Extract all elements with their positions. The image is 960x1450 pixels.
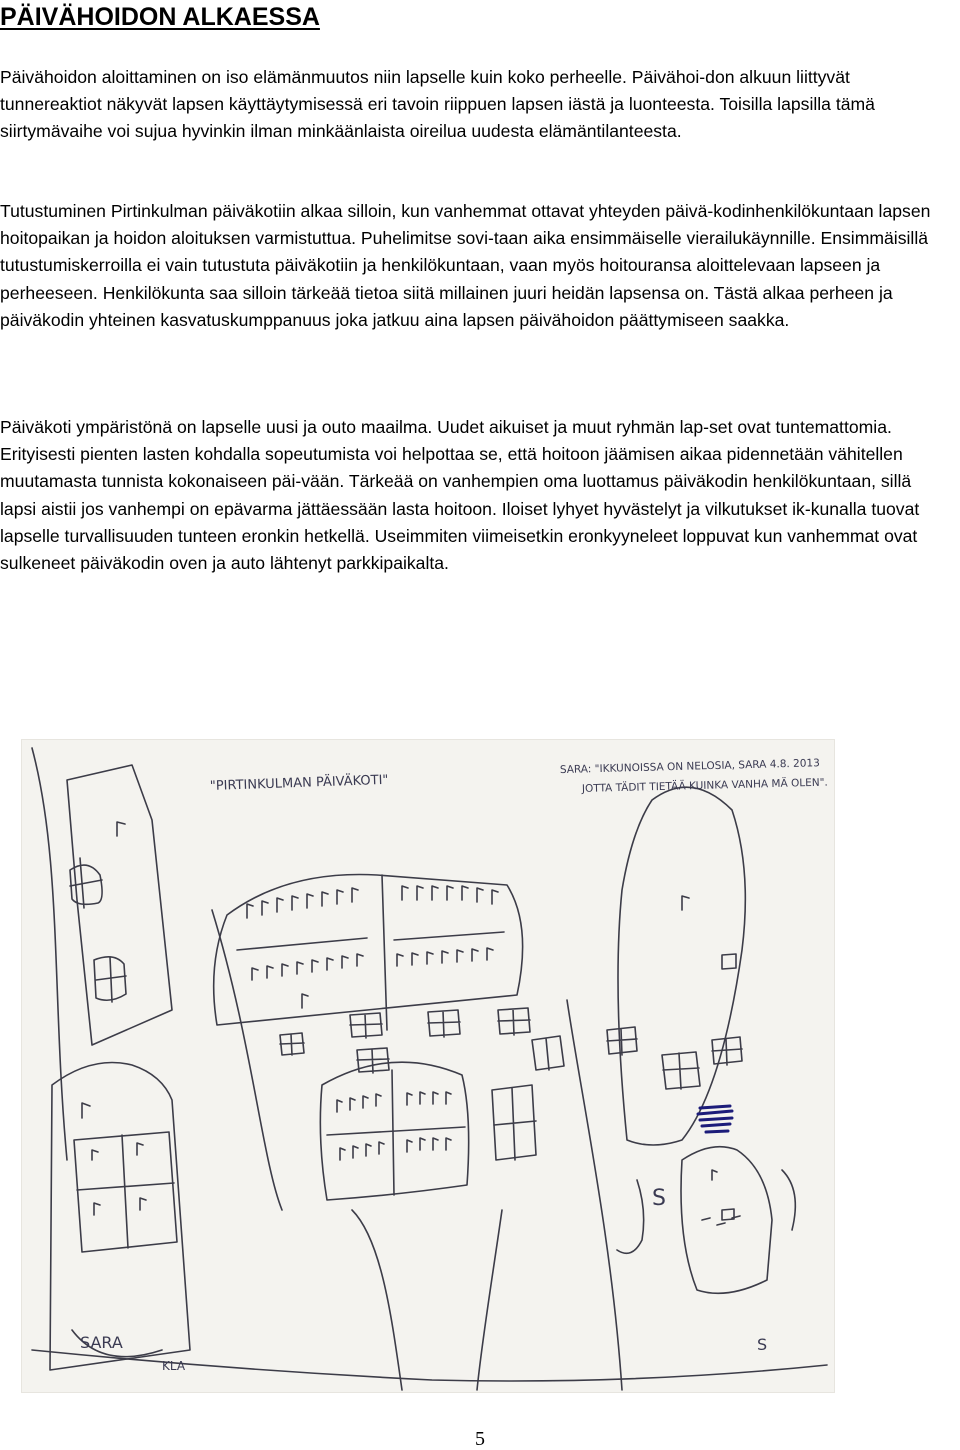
right-tall-building bbox=[618, 787, 745, 1145]
left-border-line bbox=[32, 748, 67, 1160]
drawing-letter-s-small: S bbox=[757, 1335, 768, 1354]
drawing-title: "PIRTINKULMAN PÄIVÄKOTI" bbox=[209, 772, 389, 794]
window-right-tall bbox=[662, 1052, 700, 1089]
page-number: 5 bbox=[475, 1428, 485, 1450]
page-title: PÄIVÄHOIDON ALKAESSA bbox=[0, 3, 320, 31]
scribbled-patch bbox=[698, 1106, 732, 1132]
paragraph-new-environment: Päiväkoti ympäristönä on lapselle uusi ja outo maailma. Uudet aikuiset ja muut ryhmän lap-set ovat tuntemattomia. Erityisesti pienten lasten kohdalla sopeutumista voi helpottaa se, että hoitoon jäämisen aikaa pidennetään vähitellen muutamasta tunnista kokonaiseen päi-vään. Tärkeää on vanhempien oma luottamus päiväkodin henkilökuntaan, sillä lapsi aistii jos vanhempi on epävarma jättäessään lasta hoitoon. Iloiset lyhyet hyvästelyt ja vilkutukset ik-kunalla tuovat lapselle turvallisuuden tunteen eronkin hetkellä. Useimmiten viimeisetkin eronkyyneleet loppuvat kun vanhemmat ovat sulkeneet päiväkodin oven ja auto lähtenyt parkkipaikalta. bbox=[0, 417, 920, 574]
drawing-caption-line1: SARA: "IKKUNOISSA ON NELOSIA, SARA 4.8. 2013 bbox=[559, 757, 820, 776]
window-squares-middle bbox=[280, 994, 564, 1073]
drawing-texts bbox=[80, 757, 828, 1373]
child-drawing-svg bbox=[22, 740, 834, 1392]
window-row-top bbox=[247, 886, 498, 980]
child-drawing bbox=[22, 740, 834, 1392]
paragraph-intro: Päivähoidon aloittaminen on iso elämänmuutos niin lapselle kuin koko perheelle. Päivähoi-don alkuun liittyvät tunnereaktiot näkyvät lapsen käyttäytymisessä eri tavoin riippuen lapsen iästä ja luonteesta. Toisilla lapsilla tämä siirtymävaihe voi sujua hyvinkin ilman minkäänlaista oireilua uudesta elämäntilanteesta. bbox=[0, 67, 875, 142]
drawing-lines bbox=[32, 748, 827, 1390]
drawing-signature-tail: KLA bbox=[162, 1359, 186, 1373]
road-line-left bbox=[212, 910, 282, 1210]
left-tall-building bbox=[67, 765, 172, 1045]
road-line-right bbox=[567, 1000, 622, 1390]
drawing-signature: SARA bbox=[80, 1333, 123, 1352]
drawing-caption-line2: JOTTA TÄDIT TIETÄÄ KUINKA VANHA MÄ OLEN". bbox=[581, 776, 828, 795]
left-bottom-house bbox=[50, 1063, 190, 1371]
paragraph-getting-acquainted: Tutustuminen Pirtinkulman päiväkotiin alkaa silloin, kun vanhemmat ottavat yhteyden päivä-kodinhenkilökuntaan lapsen hoitopaikan ja hoidon aloituksen varmistuttua. Puhelimitse sovi-taan aika ensimmäiselle vierailukäynnille. Ensimmäisillä tutustumiskerroilla ei vain tutustuta päiväkotiin ja henkilökuntaan, vaan myös hoitouransa aloittelevaan lapseen ja perheeseen. Henkilökunta saa silloin tärkeää tietoa siitä millainen juuri heidän lapsensa on. Tästä alkaa perheen ja päiväkodin yhteinen kasvatuskumppanuus joka jatkuu aina lapsen päivähoidon päättymiseen saakka. bbox=[0, 201, 931, 330]
drawing-letter-s: S bbox=[652, 1186, 666, 1211]
